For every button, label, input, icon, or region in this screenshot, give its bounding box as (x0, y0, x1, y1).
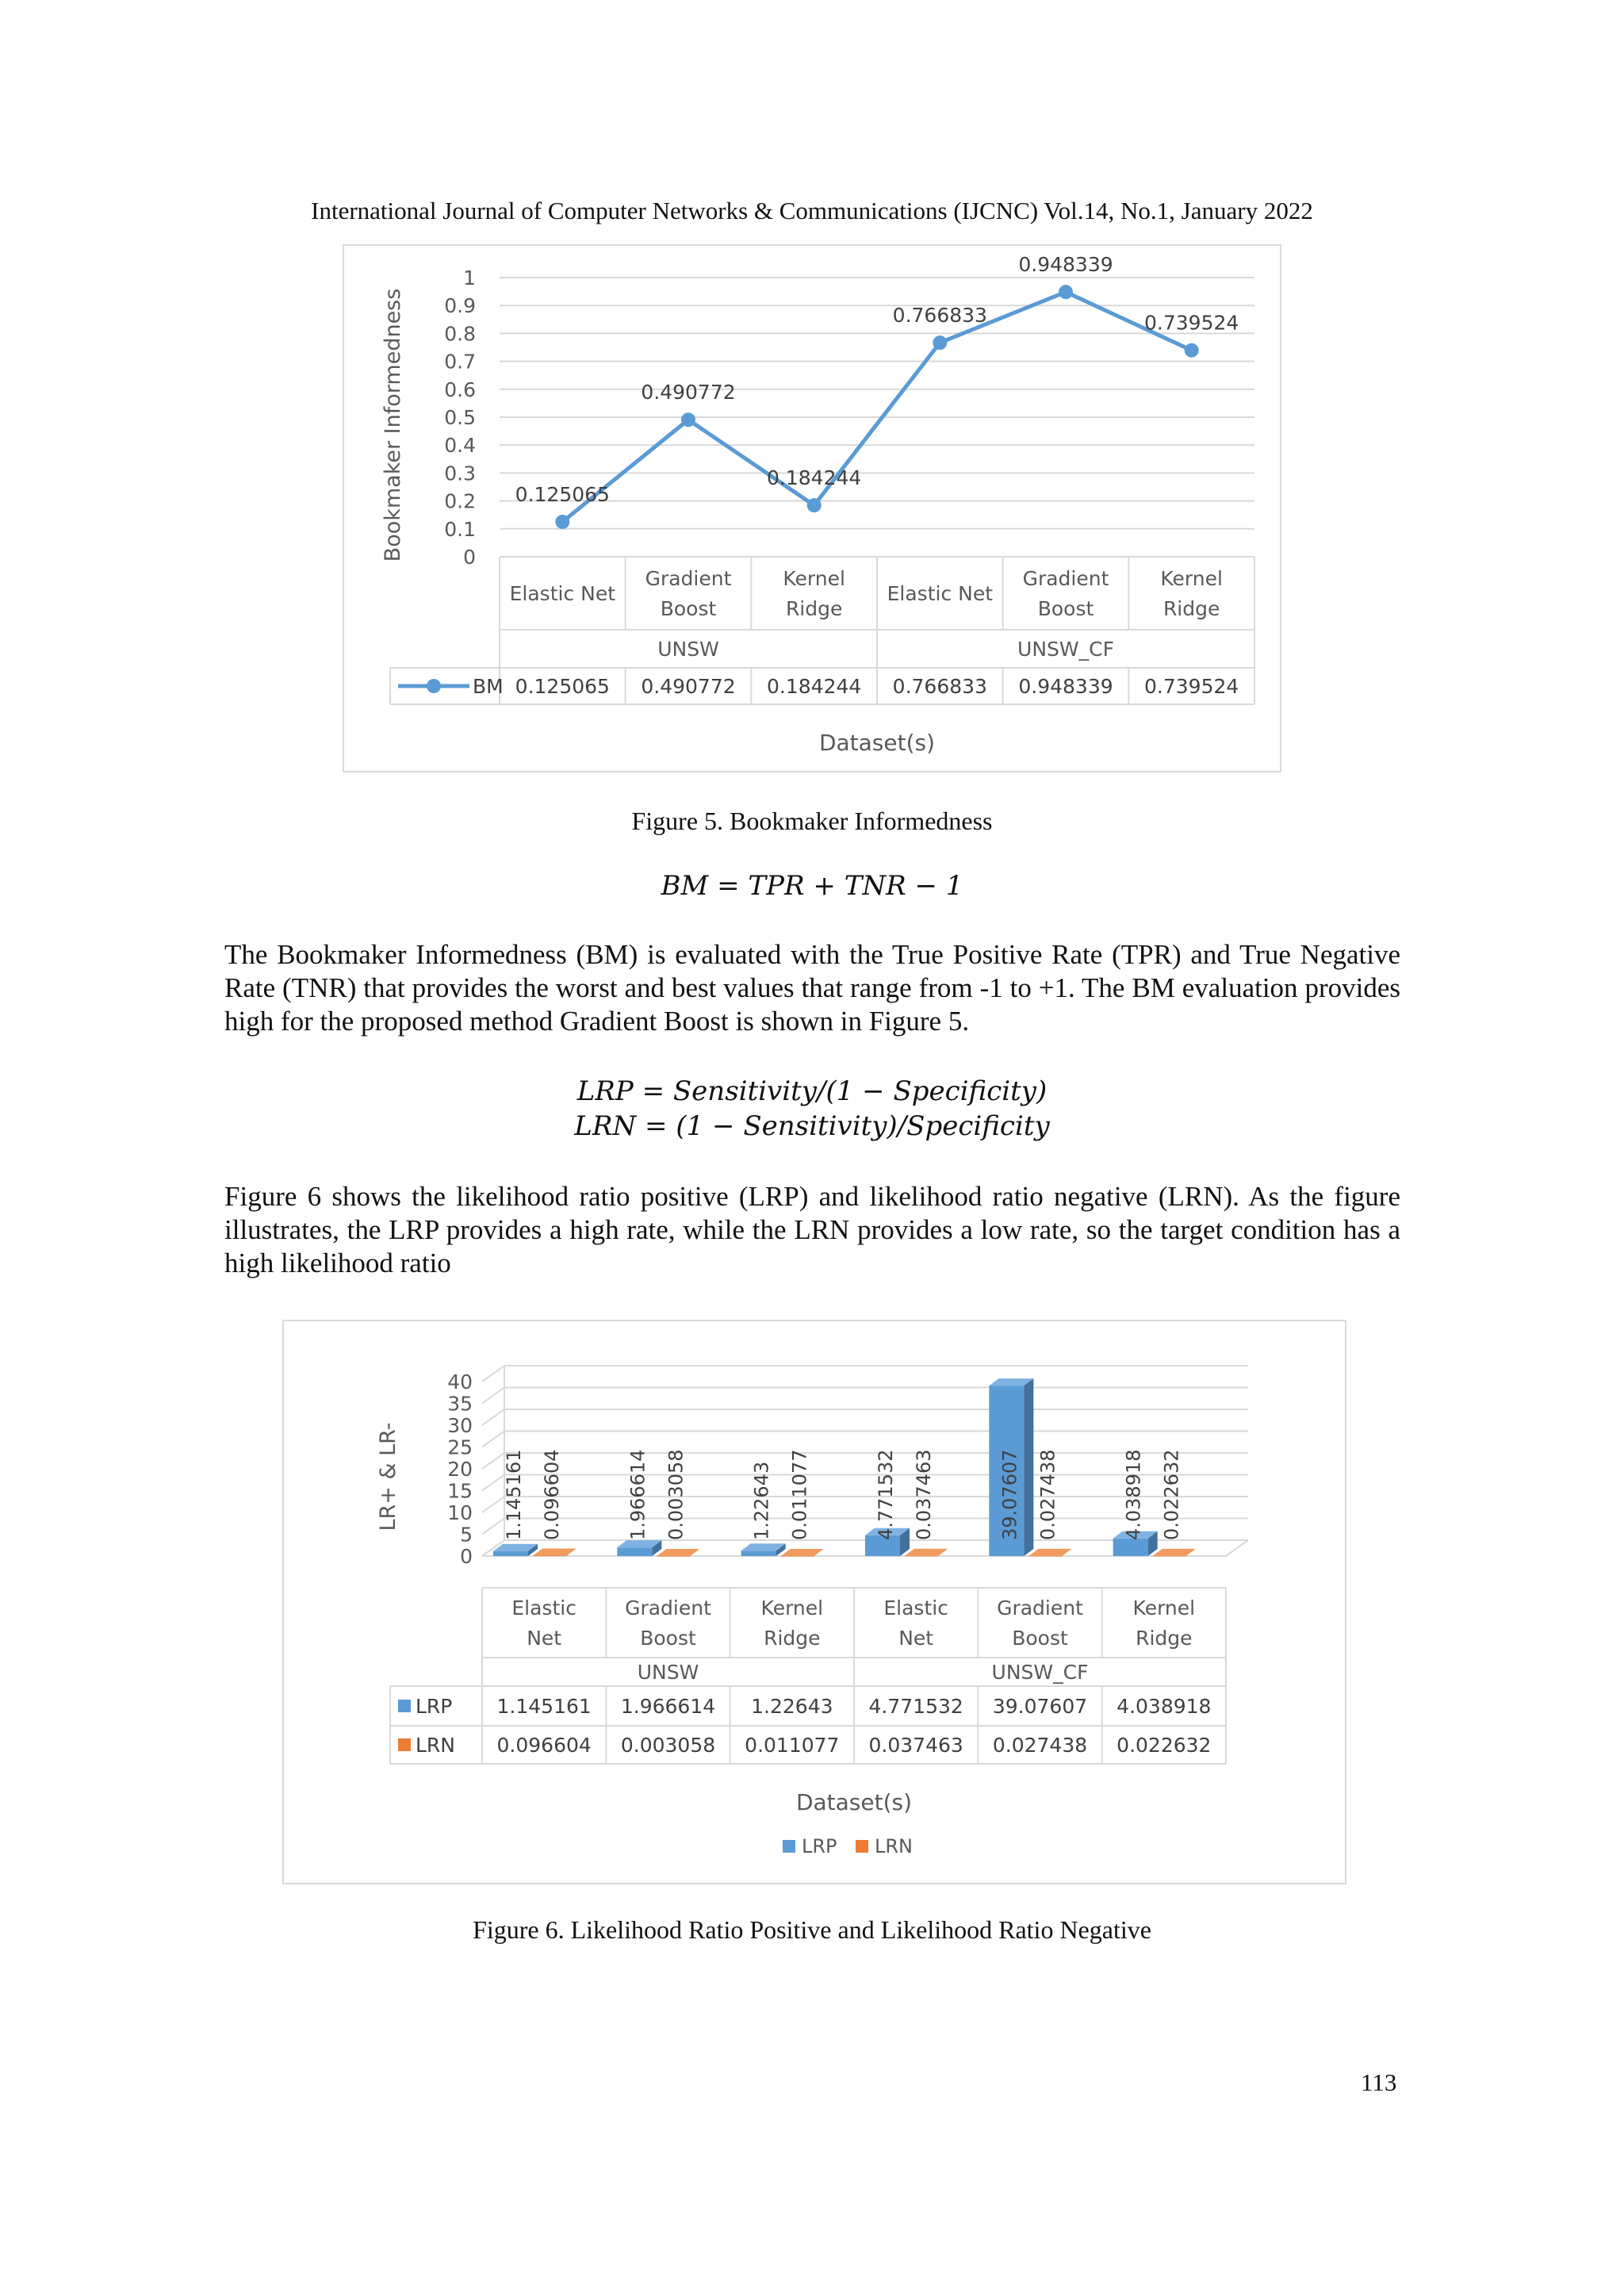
paragraph-lr: Figure 6 shows the likelihood ratio positive (LRP) and likelihood ratio negative (LRN). As the figure illustrates, the LRP provides a high rate, while the LRN provides a low rate, so the target condition has a high likelihood ratio (224, 1181, 1400, 1278)
bm-data-label: 0.739524 (1144, 311, 1239, 335)
legend-key-lrn (856, 1840, 868, 1853)
y-tick-label: 10 (447, 1501, 473, 1524)
y-tick-label: 0.1 (444, 517, 476, 541)
x-category-label: Kernel (1160, 567, 1223, 590)
x-category-label: Gradient (1022, 567, 1109, 590)
lrp-table-value: 1.966614 (620, 1695, 716, 1718)
lrp-data-label: 1.145161 (503, 1449, 525, 1540)
lrn-data-label: 0.011077 (788, 1449, 811, 1540)
lr-bar-chart (284, 1321, 1345, 1883)
y-tick-label: 5 (460, 1523, 473, 1547)
x-category-label: Ridge (1136, 1627, 1193, 1650)
bm-data-label: 0.184244 (767, 466, 862, 490)
lrn-bar (905, 1556, 938, 1557)
lrn-bar-top (1028, 1549, 1071, 1556)
x-category-label: Gradient (645, 567, 732, 590)
x-category-label: Boost (660, 597, 717, 620)
figure5-chart-frame (343, 244, 1281, 772)
lrp-data-label: 4.771532 (875, 1449, 897, 1540)
equation-lrp: LRP = Sensitivity/(1 − Specificity) (576, 1075, 1048, 1107)
equation-lrn: LRN = (1 − Sensitivity)/Specificity (574, 1110, 1050, 1142)
x-category-label: Net (527, 1627, 562, 1650)
lrp-bar (1113, 1539, 1148, 1556)
lrn-table-value: 0.037463 (868, 1734, 963, 1757)
bm-data-point (681, 412, 695, 427)
table-legend-key (398, 1738, 411, 1751)
table-value: 0.766833 (892, 675, 987, 698)
x-category-label: Kernel (783, 567, 845, 590)
legend-series-name: BM (473, 675, 504, 698)
table-value: 0.184244 (767, 675, 862, 698)
lrp-bar (493, 1551, 528, 1556)
bm-data-point (1059, 285, 1073, 299)
lrn-bar-top (781, 1549, 824, 1556)
table-value: 0.490772 (641, 675, 736, 698)
lrn-data-label: 0.003058 (665, 1449, 688, 1540)
bm-data-point (807, 498, 822, 512)
y-tick-label: 0 (463, 546, 476, 569)
page-number: 113 (1361, 2068, 1397, 2096)
y-tick-label: 0.5 (444, 406, 476, 429)
lrp-table-value: 39.07607 (992, 1695, 1088, 1718)
x-axis-title: Dataset(s) (795, 1789, 913, 1815)
x-category-label: Boost (640, 1627, 696, 1650)
x-group-label: UNSW (657, 638, 719, 661)
legend-marker (427, 679, 441, 693)
x-category-label: Net (898, 1627, 934, 1650)
x-category-label: Ridge (785, 597, 843, 620)
lrn-bar-top (533, 1548, 576, 1555)
table-legend-key (398, 1700, 411, 1712)
lrp-data-label: 1.22643 (750, 1461, 773, 1540)
bm-data-label: 0.490772 (641, 381, 736, 404)
y-tick-label: 40 (447, 1370, 473, 1393)
bm-data-label: 0.948339 (1018, 253, 1113, 277)
x-category-label: Kernel (760, 1596, 824, 1619)
x-group-label: UNSW_CF (991, 1661, 1089, 1684)
x-category-label: Ridge (1162, 597, 1220, 620)
lrn-data-label: 0.037463 (913, 1449, 935, 1540)
table-series-name: LRP (416, 1695, 453, 1718)
y-tick-label: 0.3 (444, 462, 476, 485)
table-value: 0.739524 (1144, 675, 1239, 698)
lrp-data-label: 39.07607 (998, 1449, 1021, 1540)
paragraph-bm: The Bookmaker Informedness (BM) is evaluated with the True Positive Rate (TPR) and True Negative Rate (TNR) that provides the worst and best values that range from -1 to +1. The BM evaluation provides high for the proposed method Gradient Boost is shown in Figure 5. (224, 939, 1400, 1037)
table-series-name: LRN (416, 1734, 455, 1757)
lrn-bar (1153, 1556, 1186, 1557)
lrn-table-value: 0.011077 (745, 1734, 840, 1757)
gridline (482, 1432, 1248, 1447)
y-tick-label: 0.7 (444, 350, 476, 374)
x-category-label: Ridge (764, 1627, 821, 1650)
bm-data-point (555, 515, 569, 529)
x-category-label: Elastic (883, 1596, 948, 1619)
x-category-label: Boost (1012, 1627, 1068, 1650)
lrn-table-value: 0.003058 (620, 1734, 716, 1757)
legend-label-lrn: LRN (875, 1835, 913, 1857)
x-category-label: Elastic Net (509, 582, 616, 605)
bm-data-point (933, 335, 947, 350)
bm-line-chart (344, 246, 1280, 771)
figure5-caption: Figure 5. Bookmaker Informedness (631, 807, 993, 835)
lrp-bar (617, 1547, 652, 1556)
bm-series-line (562, 292, 1191, 522)
lrp-table-value: 1.22643 (751, 1695, 833, 1718)
x-group-label: UNSW_CF (1017, 638, 1114, 661)
gridline (482, 1409, 1248, 1425)
legend-label-lrp: LRP (802, 1835, 837, 1857)
equation-bm: BM = TPR + TNR − 1 (661, 870, 963, 902)
figure6-caption: Figure 6. Likelihood Ratio Positive and Likelihood Ratio Negative (473, 1915, 1151, 1944)
lrn-data-label: 0.027438 (1036, 1449, 1059, 1540)
y-tick-label: 35 (447, 1392, 473, 1416)
legend-key-lrp (783, 1840, 795, 1853)
y-tick-label: 0.8 (444, 322, 476, 346)
lrp-table-value: 4.771532 (868, 1695, 963, 1718)
y-tick-label: 0.6 (444, 378, 476, 401)
lrn-bar-top (657, 1549, 699, 1556)
gridline (482, 1366, 1248, 1382)
x-category-label: Gradient (625, 1596, 711, 1619)
lrn-data-label: 0.022632 (1160, 1449, 1183, 1540)
lrn-bar (657, 1556, 690, 1557)
y-tick-label: 15 (447, 1479, 473, 1503)
x-category-label: Boost (1037, 597, 1094, 620)
y-tick-label: 30 (447, 1414, 473, 1437)
table-value: 0.125065 (515, 675, 610, 698)
lrn-bar (1028, 1556, 1062, 1557)
y-axis-title: Bookmaker Informedness (381, 288, 405, 562)
y-tick-label: 0.2 (444, 489, 476, 513)
lrp-data-label: 4.038918 (1122, 1449, 1145, 1540)
lrn-data-label: 0.096604 (541, 1449, 563, 1540)
lrp-bar-side (1024, 1378, 1033, 1556)
lrn-table-value: 0.027438 (992, 1734, 1088, 1757)
lrn-bar-top (905, 1549, 948, 1556)
figure6-chart-frame (282, 1320, 1346, 1884)
lrp-table-value: 1.145161 (496, 1695, 592, 1718)
lrn-table-value: 0.096604 (496, 1734, 592, 1757)
x-category-label: Elastic (511, 1596, 576, 1619)
bm-data-label: 0.766833 (892, 304, 987, 328)
lrp-bar (741, 1550, 776, 1556)
x-group-label: UNSW (637, 1661, 699, 1684)
lrp-table-value: 4.038918 (1116, 1695, 1212, 1718)
x-category-label: Kernel (1132, 1596, 1196, 1619)
lrp-data-label: 1.966614 (626, 1449, 649, 1540)
x-category-label: Elastic Net (887, 582, 994, 605)
lrn-bar-top (1153, 1549, 1196, 1556)
y-tick-label: 0.9 (444, 294, 476, 318)
y-tick-label: 20 (447, 1458, 473, 1481)
y-tick-label: 0.4 (444, 434, 476, 458)
bm-data-point (1185, 343, 1199, 358)
x-category-label: Gradient (997, 1596, 1083, 1619)
bm-data-label: 0.125065 (515, 482, 610, 506)
lrn-table-value: 0.022632 (1116, 1734, 1212, 1757)
y-tick-label: 25 (447, 1435, 473, 1459)
y-axis-title: LR+ & LR- (376, 1422, 400, 1531)
x-axis-title: Dataset(s) (818, 730, 936, 756)
table-value: 0.948339 (1018, 675, 1113, 698)
lrn-bar (533, 1555, 566, 1556)
lrn-bar (781, 1556, 814, 1557)
y-tick-label: 0 (460, 1545, 473, 1568)
y-tick-label: 1 (463, 266, 476, 289)
gridline (482, 1388, 1248, 1404)
journal-header: International Journal of Computer Networks & Communications (IJCNC) Vol.14, No.1, January 2022 (311, 197, 1313, 224)
